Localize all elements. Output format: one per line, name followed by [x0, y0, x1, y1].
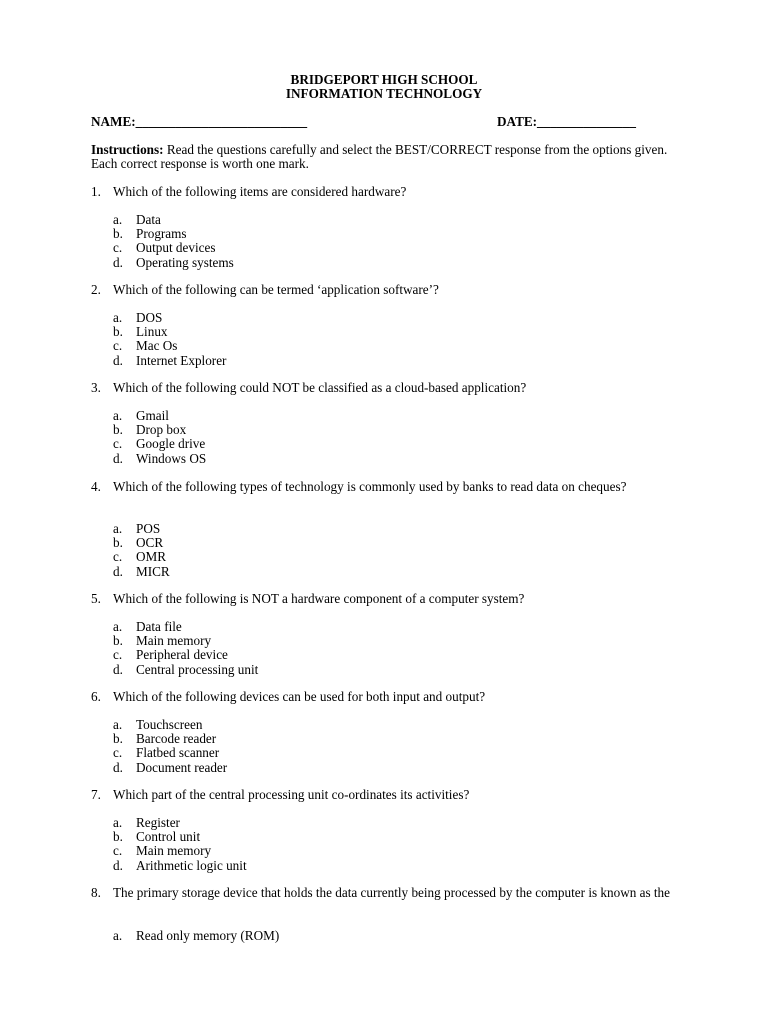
- option-text: Main memory: [136, 843, 212, 859]
- school-title: BRIDGEPORT HIGH SCHOOL: [290, 72, 478, 87]
- question-2: [91, 283, 671, 297]
- option-text: Control unit: [136, 829, 201, 845]
- option-letter: b.: [113, 535, 123, 551]
- option-text: Internet Explorer: [136, 352, 227, 368]
- question-8: [91, 886, 671, 900]
- option-text: Windows OS: [136, 450, 207, 466]
- option: [113, 227, 234, 241]
- instructions-text: Read the questions carefully and select the BEST/CORRECT response from the options given. Each correct response is worth one mark.: [91, 142, 668, 172]
- option-text: Flatbed scanner: [136, 745, 220, 761]
- option: [113, 437, 206, 451]
- options-5: [113, 620, 258, 677]
- instructions: [91, 143, 671, 171]
- option-letter: c.: [113, 240, 123, 256]
- option: [113, 256, 234, 270]
- option-letter: b.: [113, 226, 123, 242]
- option-text: Data: [136, 212, 161, 227]
- option: [113, 452, 206, 466]
- option: [113, 241, 234, 255]
- question-number: 5.: [91, 591, 101, 606]
- option: [113, 648, 258, 662]
- question-text: The primary storage device that holds the data currently being processed by the computer is known as the: [113, 885, 670, 900]
- option: [113, 354, 226, 368]
- option-letter: a.: [113, 619, 123, 634]
- option-text: Central processing unit: [136, 661, 259, 677]
- option: [113, 620, 258, 634]
- question-number: 7.: [91, 787, 101, 802]
- option: [113, 339, 226, 353]
- option: [113, 732, 227, 746]
- question-text: Which part of the central processing unit co-ordinates its activities?: [113, 787, 470, 802]
- option-text: Barcode reader: [136, 731, 217, 747]
- question-text: Which of the following is NOT a hardware component of a computer system?: [113, 591, 525, 606]
- option: [113, 830, 247, 844]
- option: [113, 409, 206, 423]
- option-letter: a.: [113, 717, 123, 732]
- option-letter: c.: [113, 647, 123, 663]
- option: [113, 311, 226, 325]
- option-text: Drop box: [136, 422, 187, 438]
- option: [113, 718, 227, 732]
- option-letter: a.: [113, 521, 123, 536]
- option: [113, 536, 170, 550]
- instructions-label: Instructions:: [91, 142, 164, 157]
- question-text: Which of the following can be termed ‘application software’?: [113, 282, 439, 297]
- option-letter: a.: [113, 815, 123, 830]
- option-letter: b.: [113, 422, 123, 438]
- options-7: [113, 816, 247, 873]
- question-number: 2.: [91, 282, 101, 297]
- option: [113, 565, 170, 579]
- option: [113, 213, 234, 227]
- option: [113, 522, 170, 536]
- date-field: DATE:_______________: [497, 114, 636, 129]
- option-letter: c.: [113, 549, 123, 565]
- option-text: Linux: [136, 324, 168, 340]
- option-letter: d.: [113, 759, 123, 775]
- option-letter: a.: [113, 408, 123, 423]
- question-4: [91, 480, 671, 494]
- option-text: POS: [136, 521, 161, 536]
- options-8: [113, 929, 279, 943]
- option-letter: c.: [113, 745, 123, 761]
- option-text: Main memory: [136, 633, 212, 649]
- option: [113, 634, 258, 648]
- option: [113, 550, 170, 564]
- option-text: Gmail: [136, 408, 169, 423]
- options-4: [113, 522, 170, 579]
- name-field: NAME:__________________________: [91, 114, 308, 129]
- question-number: 1.: [91, 184, 101, 199]
- options-3: [113, 409, 206, 466]
- option-text: Peripheral device: [136, 647, 228, 663]
- options-2: [113, 311, 226, 368]
- question-6: [91, 690, 671, 704]
- option-text: Read only memory (ROM): [136, 928, 280, 943]
- option: [113, 929, 279, 943]
- option: [113, 746, 227, 760]
- option-letter: a.: [113, 310, 123, 325]
- option: [113, 761, 227, 775]
- option-text: Arithmetic logic unit: [136, 857, 247, 873]
- question-text: Which of the following could NOT be classified as a cloud-based application?: [113, 380, 527, 395]
- option-text: Touchscreen: [136, 717, 203, 732]
- option-text: OCR: [136, 535, 164, 551]
- option-text: Data file: [136, 619, 182, 634]
- question-number: 3.: [91, 380, 101, 395]
- option-letter: d.: [113, 857, 123, 873]
- option-letter: c.: [113, 843, 123, 859]
- question-number: 8.: [91, 885, 101, 900]
- option-text: Google drive: [136, 436, 206, 452]
- option-letter: a.: [113, 212, 123, 227]
- option-letter: d.: [113, 563, 123, 579]
- options-6: [113, 718, 227, 775]
- option-text: OMR: [136, 549, 167, 565]
- option-text: DOS: [136, 310, 163, 325]
- option-letter: a.: [113, 928, 123, 943]
- question-text: Which of the following devices can be used for both input and output?: [113, 689, 486, 704]
- option-text: Register: [136, 815, 180, 830]
- option-letter: d.: [113, 352, 123, 368]
- option-text: Programs: [136, 226, 187, 242]
- option-letter: d.: [113, 450, 123, 466]
- option-text: Document reader: [136, 759, 228, 775]
- option-letter: c.: [113, 436, 123, 452]
- question-1: [91, 185, 671, 199]
- option-text: Operating systems: [136, 254, 234, 270]
- option-letter: c.: [113, 338, 123, 354]
- option-text: MICR: [136, 563, 170, 579]
- question-3: [91, 381, 671, 395]
- option: [113, 663, 258, 677]
- option-letter: b.: [113, 324, 123, 340]
- option: [113, 859, 247, 873]
- option: [113, 844, 247, 858]
- option-letter: b.: [113, 731, 123, 747]
- subject-title: INFORMATION TECHNOLOGY: [285, 86, 483, 101]
- question-text: Which of the following types of technology is commonly used by banks to read data on cheques?: [113, 479, 627, 494]
- option: [113, 325, 226, 339]
- question-7: [91, 788, 671, 802]
- question-5: [91, 592, 671, 606]
- option-letter: d.: [113, 254, 123, 270]
- option: [113, 816, 247, 830]
- option-text: Mac Os: [136, 338, 178, 354]
- question-number: 4.: [91, 479, 101, 494]
- option-letter: b.: [113, 633, 123, 649]
- option-letter: d.: [113, 661, 123, 677]
- option-letter: b.: [113, 829, 123, 845]
- options-1: [113, 213, 234, 270]
- option-text: Output devices: [136, 240, 216, 256]
- question-number: 6.: [91, 689, 101, 704]
- question-text: Which of the following items are considered hardware?: [113, 184, 407, 199]
- option: [113, 423, 206, 437]
